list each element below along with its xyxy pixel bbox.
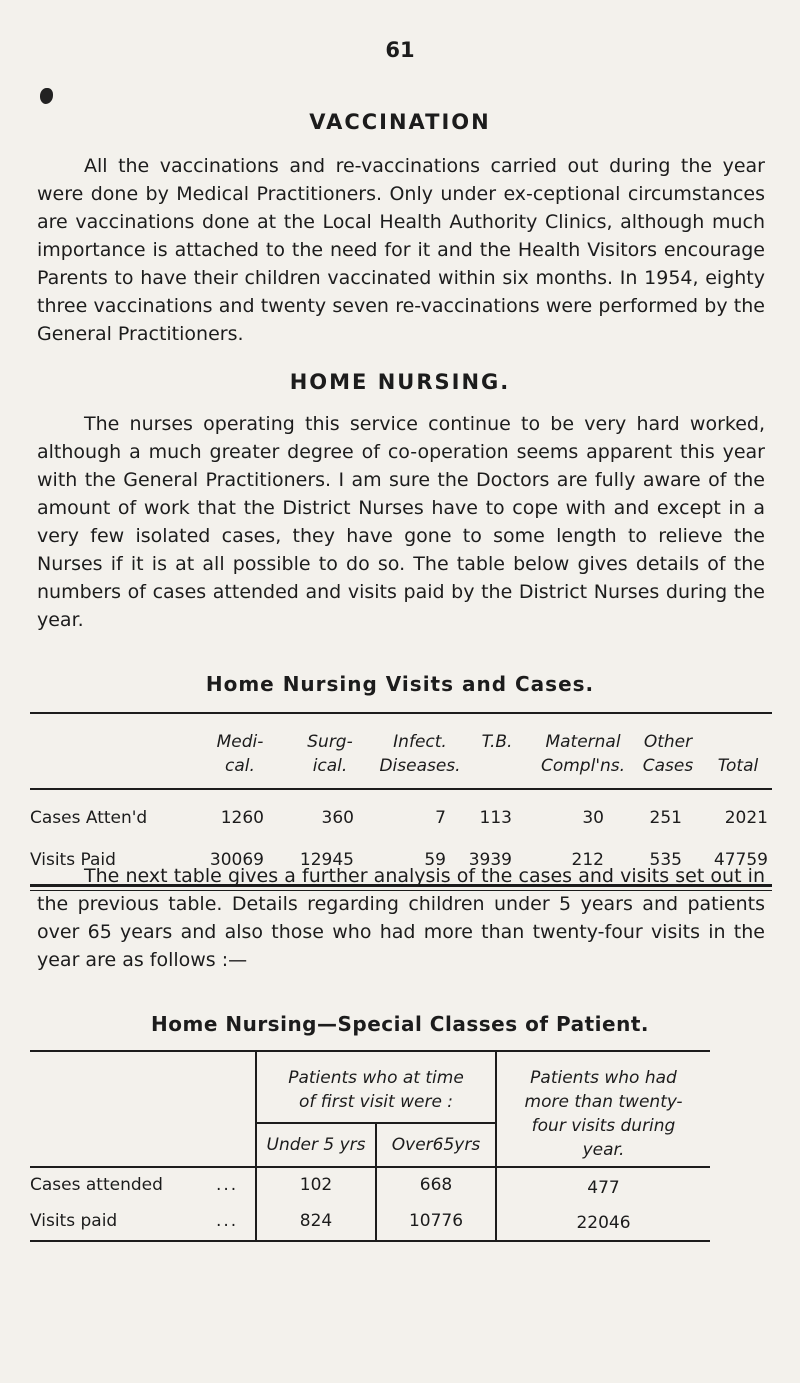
header-infectious: Infect. Diseases. xyxy=(379,732,461,776)
table-cell: 1260 xyxy=(220,808,264,828)
home-nursing-heading: HOME NURSING. xyxy=(289,370,511,394)
row-label-cases: Cases Atten'd xyxy=(30,808,148,828)
table-cell: 7 xyxy=(435,808,446,828)
table-cell: 10776 xyxy=(408,1211,464,1231)
vaccination-paragraph: All the vaccinations and re-vaccinations carried out during the year were done by Medical Practitioners. Only under ex-ceptional circumstances are vaccinations done at the Local Health Authority Clinics, although much importance is attached to the need for it and the Health Visitors encourage Parents to have their children vaccinated within six months. In 1954, eighty three vaccinations and twenty seven re-vaccinations were performed by the General Practitioners. xyxy=(37,155,765,345)
header-first-visit: Patients who at time of first visit were : xyxy=(288,1068,464,1112)
header-surgical: Surg- ical. xyxy=(307,732,353,776)
visits-table-title: Home Nursing Visits and Cases. xyxy=(205,672,595,696)
home-nursing-paragraph: The nurses operating this service continue to be very hard worked, although a much greater degree of co-operation seems apparent this year with the General Practitioners. I am sure the Doctors are fully aware of the amount of work that the District Nurses have to cope with and except in a very few isolated cases, they have gone to some length to relieve the Nurses if it is at all possible to do so. The table below gives details of the numbers of cases attended and visits paid by the District Nurses during the year. xyxy=(37,413,765,631)
table-cell: 212 xyxy=(571,850,604,870)
header-total: Total xyxy=(717,756,759,776)
table-cell: 535 xyxy=(649,850,682,870)
header-over65: Over65yrs xyxy=(391,1135,481,1155)
leader-dots: ... xyxy=(216,1175,239,1195)
row-label-cases: Cases attended xyxy=(30,1175,163,1195)
table-cell: 668 xyxy=(419,1175,453,1195)
table-cell: 30069 xyxy=(209,850,264,870)
table-rule-top xyxy=(30,712,772,714)
table-cell: 824 xyxy=(299,1211,333,1231)
table-cell: 22046 xyxy=(576,1213,631,1233)
table-rule-top xyxy=(30,1050,710,1052)
table-cell: 113 xyxy=(479,808,512,828)
table-cell: 30 xyxy=(582,808,604,828)
row-label-visits: Visits Paid xyxy=(30,850,116,870)
table-rule-header xyxy=(30,788,772,790)
table-cell: 102 xyxy=(299,1175,333,1195)
table-cell: 3939 xyxy=(468,850,512,870)
table-rule-header xyxy=(30,1166,710,1168)
table-cell: 251 xyxy=(649,808,682,828)
table-cell: 12945 xyxy=(299,850,354,870)
header-maternal: Maternal Compl'ns. xyxy=(540,732,626,776)
table-cell: 47759 xyxy=(713,850,768,870)
header-tb: T.B. xyxy=(481,732,513,752)
analysis-paragraph: The next table gives a further analysis of the cases and visits set out in the previous table. Details regarding children under 5 years and patients over 65 years and also those who had more than twenty-four visits in the year are as follows :— xyxy=(37,865,765,971)
table-cell: 59 xyxy=(424,850,446,870)
table-rule-bottom xyxy=(30,1240,710,1242)
table-cell: 360 xyxy=(321,808,354,828)
ink-smudge xyxy=(40,88,53,104)
leader-dots: ... xyxy=(216,1211,239,1231)
header-under5: Under 5 yrs xyxy=(266,1135,366,1155)
header-more-than-24: Patients who had more than twenty- four visits during year. xyxy=(524,1068,683,1160)
header-medical: Medi- cal. xyxy=(216,732,264,776)
page-number: 61 xyxy=(385,38,415,62)
special-table-title: Home Nursing—Special Classes of Patient. xyxy=(151,1012,649,1036)
row-label-visits: Visits paid xyxy=(30,1211,118,1231)
header-other: Other Cases xyxy=(642,732,694,776)
table-cell: 2021 xyxy=(724,808,768,828)
vaccination-heading: VACCINATION xyxy=(309,110,491,134)
table-cell: 477 xyxy=(587,1178,620,1198)
